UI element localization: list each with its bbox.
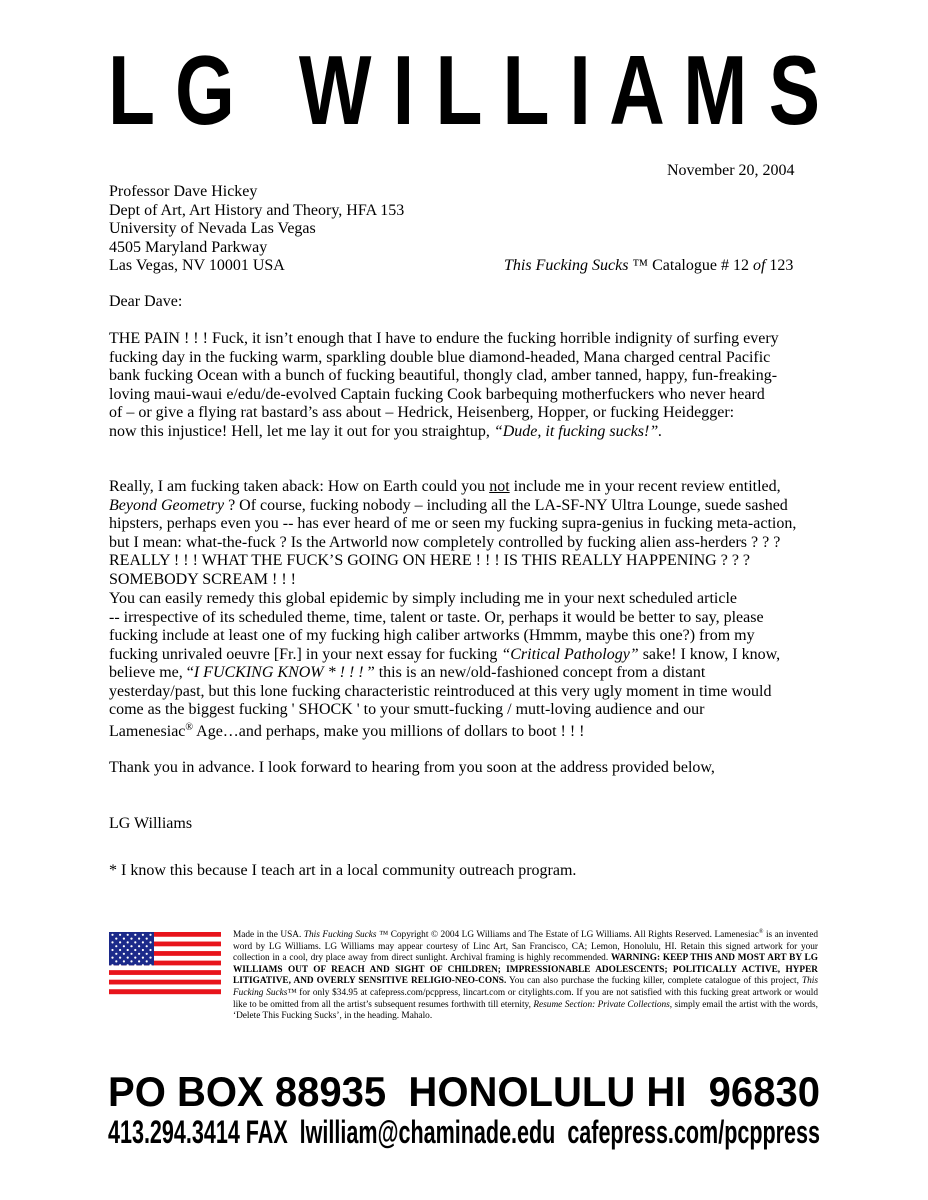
footer-address [108, 1068, 822, 1115]
p2-text: ? Of course, fucking nobody – including all the LA-SF-NY Ultra Lounge, suede sashed [224, 496, 788, 514]
recipient-dept: Dept of Art, Art History and Theory, HFA 153 [109, 201, 405, 219]
flag-star [127, 941, 129, 943]
flag-stripe [109, 975, 221, 980]
flag-star [134, 949, 136, 951]
p3-quote: I FUCKING KNOW * ! ! ! [193, 664, 368, 681]
flag-star [127, 934, 129, 936]
flag-star [130, 960, 132, 962]
flag-star [146, 938, 148, 940]
p3-line: yesterday/past, but this lone fucking characteristic reintroduced at this very ugly moment in time would [109, 682, 772, 700]
us-flag-icon [109, 932, 221, 994]
flag-star [127, 964, 129, 966]
flag-star [138, 945, 140, 947]
flag-star [146, 953, 148, 955]
flag-stripe [109, 984, 221, 989]
p1-line [109, 423, 829, 442]
p2-line: REALLY ! ! ! WHAT THE FUCK’S GOING ON HERE ! ! ! IS THIS REALLY HAPPENING ? ? ? [109, 552, 751, 569]
p3-text: sake! I know, I know, [638, 645, 781, 663]
flag-star [142, 934, 144, 936]
flag-star [119, 949, 121, 951]
salutation: Dear Dave: [109, 293, 183, 310]
letter-date: November 20, 2004 [667, 162, 795, 179]
flag-star [123, 938, 125, 940]
p1-line: loving maui-waui e/edu/de-evolved Captain fucking Cook barbequing motherfuckers who never heard [109, 385, 765, 403]
flag-star [134, 934, 136, 936]
flag-star [134, 957, 136, 959]
catalogue-total: 123 [765, 257, 794, 274]
p2-review-title: Beyond Geometry [109, 496, 225, 514]
fine-print-text: ™ Copyright © 2004 LG Williams and The Estate of LG Williams. All Rights Reserved. Lamenesiac [376, 930, 759, 940]
fine-print-warning: WARNING: KEEP THIS AND MOST ART BY LG WILLIAMS OUT OF REACH AND SIGHT OF CHILDREN; IMPRESSIONABLE ADOLESCENTS; POLITICALLY ACTIVE, HYPER LITIGATIVE, AND OVERLY SENSITIVE RELIGIO-NEO-CONS. [233, 953, 818, 987]
flag-star [111, 957, 113, 959]
flag-star [130, 953, 132, 955]
p3-text: Lamenesiac [109, 722, 186, 740]
p3-text: fucking unrivaled oeuvre [Fr.] in your next essay for fucking [109, 645, 502, 663]
flag-star [138, 953, 140, 955]
catalogue-number [504, 257, 793, 275]
flag-star [142, 957, 144, 959]
flag-star [142, 964, 144, 966]
p2-line [109, 497, 829, 516]
footer-contact-text: 413.294.3414 FAX lwilliam@chaminade.edu cafepress.com/pcppress [108, 1114, 820, 1150]
flag-star [111, 934, 113, 936]
flag-star [134, 964, 136, 966]
flag-stripe [109, 989, 221, 994]
flag-star [119, 964, 121, 966]
paragraph-4 [109, 759, 829, 778]
p3-text: Age…and perhaps, make you millions of dollars to boot ! ! ! [193, 722, 585, 740]
registered-mark: ® [758, 929, 764, 935]
flag-star [146, 945, 148, 947]
p3-line [109, 723, 829, 742]
recipient-street: 4505 Maryland Parkway [109, 238, 268, 256]
p2-line: but I mean: what-the-fuck ? Is the Artworld now completely controlled by fucking alien ass-herders ? ? ? [109, 533, 781, 551]
p2-text: Really, I am fucking taken aback: How on Earth could you [109, 478, 490, 495]
fine-print-text: is an invented word by LG Williams. LG Williams may appear courtesy of Linc Art, San Francisco, CA; Lemon, Honolulu, HI. Retain this signed artwork for your collection in a cool, dry place away from direct sunlight. Archival framing is highly recommended. [233, 930, 818, 964]
p3-line: fucking include at least one of my fucking high caliber artworks (Hmmm, maybe this one?) from my [109, 627, 755, 644]
flag-star [111, 941, 113, 943]
p2-line: SOMEBODY SCREAM ! ! ! [109, 570, 296, 588]
p2-text: include me in your recent review entitled, [509, 478, 781, 495]
flag-stripe [109, 970, 221, 975]
p1-text: now this injustice! Hell, let me lay it out for you straightup, [109, 422, 494, 440]
catalogue-of: of [752, 257, 766, 274]
flag-star [123, 953, 125, 955]
fine-print-title: This Fucking Sucks™ [233, 976, 818, 998]
p3-text: ” this is an new/old-fashioned concept from a distant [367, 664, 706, 681]
paragraph-3 [109, 590, 829, 741]
footnote: * I know this because I teach art in a local community outreach program. [109, 862, 577, 879]
p1-line: THE PAIN ! ! ! Fuck, it isn’t enough that I have to endure the fucking horrible indignity of surfing every [109, 330, 779, 347]
flag-star [115, 938, 117, 940]
paragraph-2 [109, 478, 829, 589]
flag-star [146, 960, 148, 962]
flag-stripe [109, 965, 221, 970]
flag-star [149, 949, 151, 951]
footer-address-text: PO BOX 88935 HONOLULU HI 96830 [108, 1068, 820, 1115]
p3-line: -- irrespective of its scheduled theme, time, talent or taste. Or, perhaps it would be better to say, please [109, 608, 764, 626]
flag-star [138, 960, 140, 962]
p2-line: hipsters, perhaps even you -- has ever heard of me or seen my fucking supra-genius in fucking meta-action, [109, 515, 797, 532]
flag-star [115, 945, 117, 947]
flag-star [149, 957, 151, 959]
catalogue-mark: ™ Catalogue # 12 [628, 257, 753, 274]
recipient-address [109, 183, 404, 276]
flag-star [142, 949, 144, 951]
p3-line [109, 646, 829, 665]
flag-star [130, 945, 132, 947]
flag-star [119, 957, 121, 959]
flag-star [115, 953, 117, 955]
flag-star [115, 960, 117, 962]
p3-text: believe me, “ [109, 664, 194, 681]
flag-star [111, 964, 113, 966]
flag-star [130, 938, 132, 940]
paragraph-1 [109, 330, 829, 441]
flag-stripe [109, 980, 221, 985]
flag-star [134, 941, 136, 943]
fine-print-text: Made in the USA. [233, 930, 304, 940]
flag-star [149, 934, 151, 936]
flag-star [111, 949, 113, 951]
signature: LG Williams [109, 815, 193, 832]
p3-line: You can easily remedy this global epidemic by simply including me in your next scheduled article [109, 590, 738, 607]
flag-star [123, 945, 125, 947]
flag-star [142, 941, 144, 943]
recipient-name: Professor Dave Hickey [109, 183, 258, 200]
fine-print-resume: Resume Section: Private Collections [533, 999, 670, 1010]
p2-line [109, 478, 829, 497]
fine-print-title: This Fucking Sucks [303, 930, 377, 940]
p1-line: of – or give a flying rat bastard’s ass about – Hedrick, Heisenberg, Hopper, or fucking Heidegger: [109, 404, 735, 421]
registered-mark: ® [185, 721, 194, 733]
p1-line: fucking day in the fucking warm, sparkling double blue diamond-headed, Mana charged central Pacific [109, 348, 771, 366]
flag-star [127, 949, 129, 951]
letterhead-name-text: L G W I L L I A M S [108, 35, 820, 145]
us-flag-graphic [109, 932, 221, 994]
letterhead-name [108, 35, 824, 145]
fine-print-text: You can also purchase the fucking killer, complete catalogue of this project, [506, 976, 802, 987]
fine-print-text: , simply email the artist with the words, ‘Delete This Fucking Sucks’, in the heading. Mahalo. [233, 999, 819, 1022]
flag-star [138, 938, 140, 940]
p1-quote: “Dude, it fucking sucks!”. [493, 422, 663, 440]
p1-line: bank fucking Ocean with a bunch of fucking beautiful, thongly clad, amber tanned, happy, fun-freaking- [109, 367, 778, 384]
p3-essay-title: “Critical Pathology” [501, 645, 639, 663]
flag-star [119, 941, 121, 943]
p4-line: Thank you in advance. I look forward to hearing from you soon at the address provided below, [109, 759, 715, 776]
p3-line: come as the biggest fucking ' SHOCK ' to your smutt-fucking / mutt-loving audience and our [109, 701, 705, 718]
recipient-city: Las Vegas, NV 10001 USA [109, 257, 285, 274]
footer-contact [108, 1114, 822, 1148]
fine-print-text: for only $34.95 at cafepress.com/pcppress, lincart.com or citylights.com. If you are not satisfied with this fucking great artwork or would like to be omitted from all the artist’s subsequent resumes forthwith till eternity, [233, 987, 818, 1010]
flag-star [127, 957, 129, 959]
flag-star [149, 964, 151, 966]
flag-star [119, 934, 121, 936]
recipient-university: University of Nevada Las Vegas [109, 220, 316, 237]
fine-print-disclaimer [233, 930, 818, 1023]
flag-star [149, 941, 151, 943]
catalogue-title: This Fucking Sucks [504, 257, 629, 274]
p3-line [109, 664, 829, 683]
p2-underlined-not: not [489, 478, 510, 495]
flag-star [123, 960, 125, 962]
